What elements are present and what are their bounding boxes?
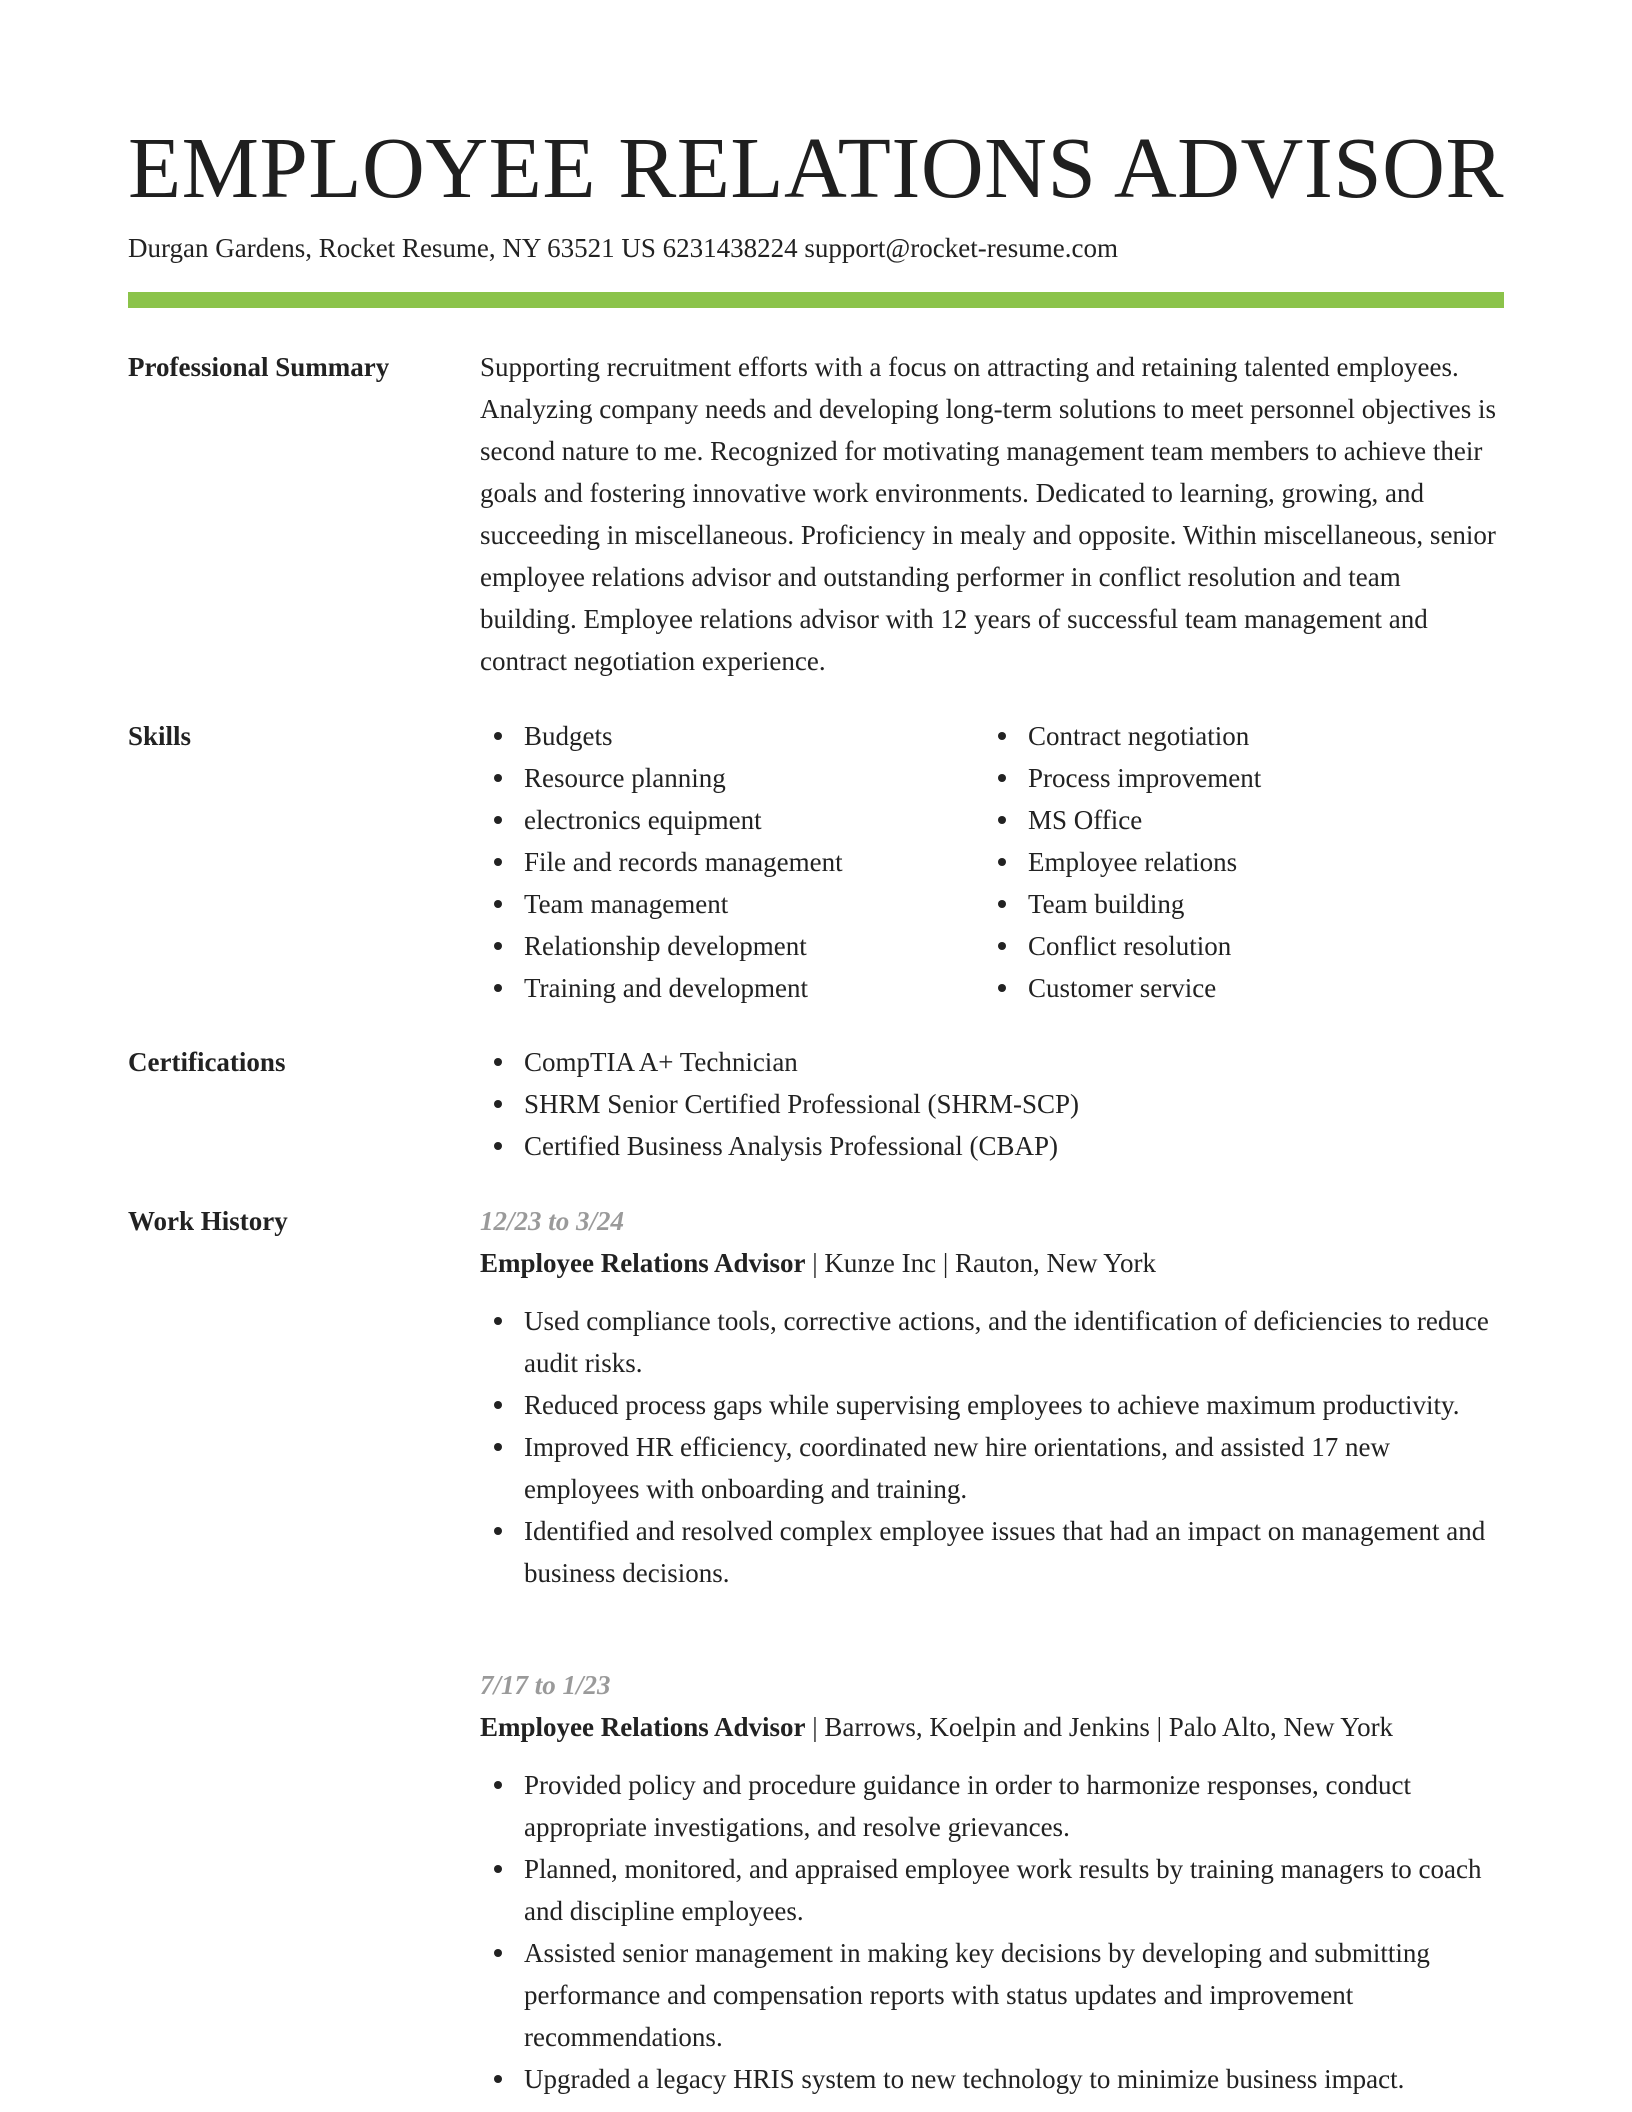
job-bullet: Upgraded a legacy HRIS system to new technology to minimize business impact. — [480, 2058, 1504, 2100]
summary-text: Supporting recruitment efforts with a focus on attracting and retaining talented employees. Analyzing company needs and developing long-term solutions to meet personnel objectives is second nature to me. Recognized for motivating management team members to achieve their goals and fostering innovative work environments. Dedicated to learning, growing, and succeeding in miscellaneous. Proficiency in mealy and opposite. Within miscellaneous, senior employee relations advisor and outstanding performer in conflict resolution and team building. Employee relations advisor with 12 years of successful team management and contract negotiation experience. — [480, 352, 1497, 676]
certification-item: SHRM Senior Certified Professional (SHRM-SCP) — [480, 1083, 1504, 1125]
job-bullets — [480, 1764, 1504, 2100]
job-bullets — [480, 1300, 1504, 1594]
job-bullet: Identified and resolved complex employee issues that had an impact on management and business decisions. — [480, 1510, 1504, 1594]
job-bullet: Improved HR efficiency, coordinated new hire orientations, and assisted 17 new employees with onboarding and training. — [480, 1426, 1504, 1510]
job-dates: 7/17 to 1/23 — [480, 1670, 611, 1700]
job-entry — [480, 1200, 1504, 1594]
skills-list-left — [480, 715, 984, 1009]
certification-item: Certified Business Analysis Professional (CBAP) — [480, 1125, 1504, 1167]
job-company-location: | Barrows, Koelpin and Jenkins | Palo Alto, New York — [805, 1712, 1394, 1742]
skill-item: Team building — [984, 883, 1488, 925]
skill-item: Resource planning — [480, 757, 984, 799]
certifications-heading: Certifications — [128, 1047, 286, 1077]
job-heading — [480, 1706, 1504, 1748]
job-bullet: Planned, monitored, and appraised employee work results by training managers to coach and discipline employees. — [480, 1848, 1504, 1932]
job-bullet: Used compliance tools, corrective actions, and the identification of deficiencies to reduce audit risks. — [480, 1300, 1504, 1384]
job-heading — [480, 1242, 1504, 1284]
job-bullet: Provided policy and procedure guidance in order to harmonize responses, conduct appropriate investigations, and resolve grievances. — [480, 1764, 1504, 1848]
job-company-location: | Kunze Inc | Rauton, New York — [805, 1248, 1157, 1278]
skill-item: Process improvement — [984, 757, 1488, 799]
job-title: Employee Relations Advisor — [480, 1712, 806, 1742]
skill-item: Customer service — [984, 967, 1488, 1009]
skill-item: electronics equipment — [480, 799, 984, 841]
skill-item: Contract negotiation — [984, 715, 1488, 757]
resume-page — [128, 0, 1505, 2094]
work-history-heading: Work History — [128, 1206, 288, 1236]
summary-heading: Professional Summary — [128, 352, 390, 382]
job-bullet: Reduced process gaps while supervising employees to achieve maximum productivity. — [480, 1384, 1504, 1426]
skills-heading: Skills — [128, 721, 192, 751]
skill-item: Conflict resolution — [984, 925, 1488, 967]
skill-item: Training and development — [480, 967, 984, 1009]
job-entry — [480, 1664, 1504, 2100]
job-title: Employee Relations Advisor — [480, 1248, 806, 1278]
skill-item: MS Office — [984, 799, 1488, 841]
skill-item: File and records management — [480, 841, 984, 883]
skills-list-right — [984, 715, 1488, 1009]
skill-item: Employee relations — [984, 841, 1488, 883]
skill-item: Relationship development — [480, 925, 984, 967]
skill-item: Budgets — [480, 715, 984, 757]
certifications-list — [480, 1041, 1504, 1167]
skill-item: Team management — [480, 883, 984, 925]
job-dates: 12/23 to 3/24 — [480, 1206, 625, 1236]
certification-item: CompTIA A+ Technician — [480, 1041, 1504, 1083]
contact-line: Durgan Gardens, Rocket Resume, NY 63521 US 6231438224 support@rocket-resume.com — [128, 233, 1118, 263]
candidate-title: EMPLOYEE RELATIONS ADVISOR — [128, 119, 1505, 216]
job-bullet: Assisted senior management in making key decisions by developing and submitting performance and compensation reports with status updates and improvement recommendations. — [480, 1932, 1504, 2058]
header-divider — [128, 292, 1504, 308]
